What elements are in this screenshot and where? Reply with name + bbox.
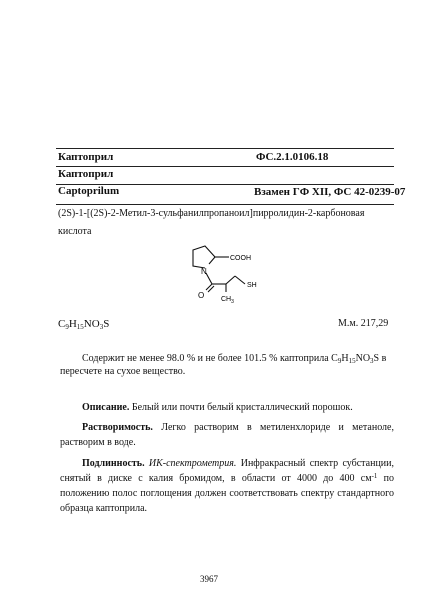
pyrrolidine-ring: [193, 246, 215, 268]
top-rule: [56, 148, 394, 149]
authenticity-label: Подлинность.: [82, 458, 145, 469]
formula-o-count: 3: [99, 323, 104, 331]
name-russian-2: Каптоприл: [58, 168, 114, 180]
formula-c: C: [58, 318, 66, 330]
formula-no: NO: [83, 318, 100, 330]
content-line2: пересчете на сухое вещество.: [60, 366, 186, 377]
page-number: 3967: [200, 574, 218, 584]
description-paragraph: [60, 400, 394, 415]
authenticity-sup: -1: [371, 472, 378, 480]
group-sh: SH: [247, 282, 257, 289]
rule-4: [56, 204, 394, 205]
content-h: H: [341, 353, 349, 364]
name-russian: Каптоприл: [58, 151, 114, 163]
atom-n: N: [201, 267, 207, 276]
bond-ch2-s: [235, 276, 245, 284]
content-c-count: 9: [337, 357, 342, 365]
content-prefix: Содержит не менее 98.0 % и не более 101.5 % каптоприла C: [82, 353, 338, 364]
molecular-formula: [58, 318, 109, 330]
group-ch3-ch: CH: [221, 296, 232, 303]
content-paragraph: [60, 351, 394, 366]
solubility-label: Растворимость.: [82, 422, 153, 433]
solubility-text: Легко растворим в метиленхлориде и метаноле, растворим в воде.: [60, 422, 394, 448]
group-ch3: [221, 296, 234, 305]
formula-s: S: [103, 318, 110, 330]
atom-o: O: [198, 291, 205, 300]
molar-mass: М.м. 217,29: [338, 318, 389, 329]
authenticity-text-b: по положению полос поглощения должен соответствовать спектру стандартного образца каптоприла.: [60, 473, 395, 514]
authenticity-method: ИК-спектрометрия.: [144, 458, 237, 469]
group-cooh: COOH: [230, 255, 251, 262]
replaces-note: Взамен ГФ XII, ФС 42-0239-07: [254, 186, 406, 198]
chemical-name-line2: кислота: [58, 226, 92, 237]
formula-c-count: 9: [65, 323, 69, 331]
formula-h: H: [68, 318, 77, 330]
fs-code: ФС.2.1.0106.18: [256, 151, 329, 163]
description-label: Описание.: [82, 402, 130, 413]
formula-h-count: 15: [76, 323, 84, 331]
bond-ring-n: [209, 257, 215, 264]
authenticity-paragraph: [60, 456, 394, 516]
name-latin: Captoprilum: [58, 185, 120, 197]
content-suffix: S в: [373, 353, 387, 364]
content-o-count: 3: [370, 357, 374, 365]
solubility-paragraph: [60, 420, 394, 450]
bond-n-carbonyl: [206, 273, 212, 284]
chemical-name-line1: (2S)-1-[(2S)-2-Метил-3-сульфанилпропаноил]пирролидин-2-карбоновая: [58, 208, 365, 219]
authenticity-text-a: Инфракрасный спектр субстанции, снятый в диске с калия бромидом, в области от 4000 до 400 см: [60, 458, 394, 484]
group-ch3-sub: 3: [231, 299, 234, 305]
description-text: Белый или почти белый кристаллический порошок.: [129, 402, 353, 413]
structural-formula: [185, 236, 295, 308]
content-no: NO: [355, 353, 371, 364]
content-h-count: 15: [348, 357, 356, 365]
bond-ch2: [226, 276, 235, 284]
rule-2: [56, 166, 394, 167]
